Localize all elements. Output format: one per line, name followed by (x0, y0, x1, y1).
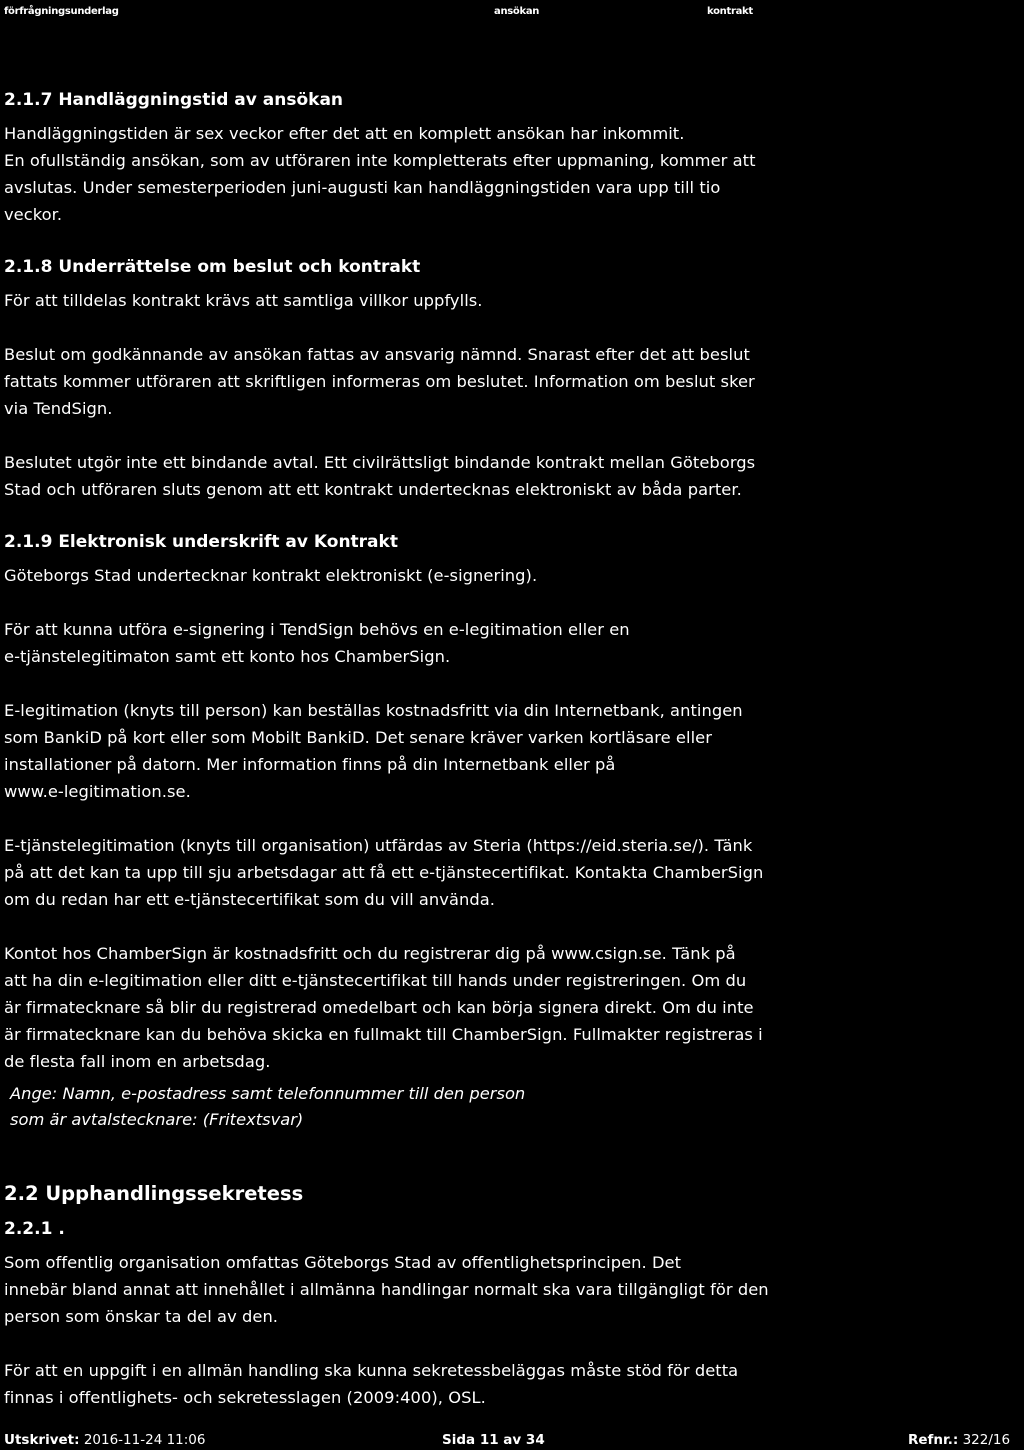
header-right-text: kontrakt (707, 6, 753, 17)
signatory-prompt-text: Ange: Namn, e-postadress samt telefonnummer till den person som är avtalstecknare: (Fritextsvar) (10, 1084, 526, 1129)
section-2-1-9-paragraph-3: E-legitimation (knyts till person) kan beställas kostnadsfritt via din Internetbank, antingen som BankiD på kort eller som Mobilt BankiD. Det senare kräver varken kortläsare eller installationer på datorn. Mer information finns på din Internetbank eller på www.e-legitimation.se. (4, 701, 743, 801)
header-center-text: ansökan (494, 6, 540, 17)
section-2-1-8-paragraph-2: Beslut om godkännande av ansökan fattas av ansvarig nämnd. Snarast efter det att beslut fattats kommer utföraren att skriftligen informeras om beslutet. Information om beslut sker via TendSign. (4, 345, 755, 418)
ref-value: 322/16 (962, 1432, 1011, 1448)
reference-number (908, 1432, 1010, 1448)
section-2-1-9-paragraph-4: E-tjänstelegitimation (knyts till organisation) utfärdas av Steria (https://eid.steria.se/). Tänk på att det kan ta upp till sju arbetsdagar att få ett e-tjänstecertifikat. Kontakta ChamberSign om du redan har ett e-tjänstecertifikat som du vill använda. (4, 836, 764, 909)
page-number (442, 1432, 545, 1448)
ref-label: Refnr.: (908, 1432, 959, 1448)
section-2-1-8-paragraph-3: Beslutet utgör inte ett bindande avtal. Ett civilrättsligt bindande kontrakt mellan Göteborgs Stad och utföraren sluts genom att ett kontrakt undertecknas elektroniskt av båda parter. (4, 453, 756, 499)
page-footer (0, 1432, 1024, 1450)
section-2-1-9-paragraph-5: Kontot hos ChamberSign är kostnadsfritt och du registrerar dig på www.csign.se. Tänk på att ha din e-legitimation eller ditt e-tjänstecertifikat till hands under registreringen. Om du är firmatecknare så blir du registrerad omedelbart och kan börja signera direkt. Om du inte är firmatecknare kan du behöva skicka en fullmakt till ChamberSign. Fullmakter registreras i de flesta fall inom en arbetsdag. (4, 944, 763, 1071)
printed-label: Utskrivet: (4, 1432, 80, 1448)
printed-value: 2016-11-24 11:06 (83, 1432, 206, 1448)
section-2-2-paragraph-1: Som offentlig organisation omfattas Göteborgs Stad av offentlighetsprincipen. Det innebär bland annat att innehållet i allmänna handlingar normalt ska vara tillgängligt för den person som önskar ta del av den. (4, 1253, 769, 1326)
section-2-1-9-heading: 2.1.9 Elektronisk underskrift av Kontrakt (4, 532, 398, 552)
header-left-text: förfrågningsunderlag (4, 6, 119, 17)
section-2-2-heading: 2.2 Upphandlingssekretess (4, 1182, 304, 1205)
section-2-1-9-paragraph-1: Göteborgs Stad undertecknar kontrakt elektroniskt (e-signering). (4, 566, 538, 585)
page-number-label: Sida 11 av 34 (442, 1432, 545, 1448)
page-header (0, 6, 1024, 20)
printed-date (4, 1432, 205, 1448)
section-2-2-paragraph-2: För att en uppgift i en allmän handling ska kunna sekretessbeläggas måste stöd för detta finnas i offentlighets- och sekretesslagen (2009:400), OSL. (4, 1361, 739, 1407)
section-2-1-9-paragraph-2: För att kunna utföra e-signering i TendSign behövs en e-legitimation eller en e-tjänstelegitimaton samt ett konto hos ChamberSign. (4, 620, 630, 666)
section-2-1-7-heading: 2.1.7 Handläggningstid av ansökan (4, 90, 344, 110)
section-2-1-8-heading: 2.1.8 Underrättelse om beslut och kontrakt (4, 257, 421, 277)
section-2-1-7-paragraph-1: Handläggningstiden är sex veckor efter det att en komplett ansökan har inkommit. En ofullständig ansökan, som av utföraren inte kompletterats efter uppmaning, kommer att avslutas. Under semesterperioden juni-augusti kan handläggningstiden vara upp till tio veckor. (4, 124, 756, 224)
section-2-2-1-heading: 2.2.1 . (4, 1219, 65, 1239)
document-body (0, 88, 1004, 1411)
section-2-1-8-paragraph-1: För att tilldelas kontrakt krävs att samtliga villkor uppfylls. (4, 291, 483, 310)
